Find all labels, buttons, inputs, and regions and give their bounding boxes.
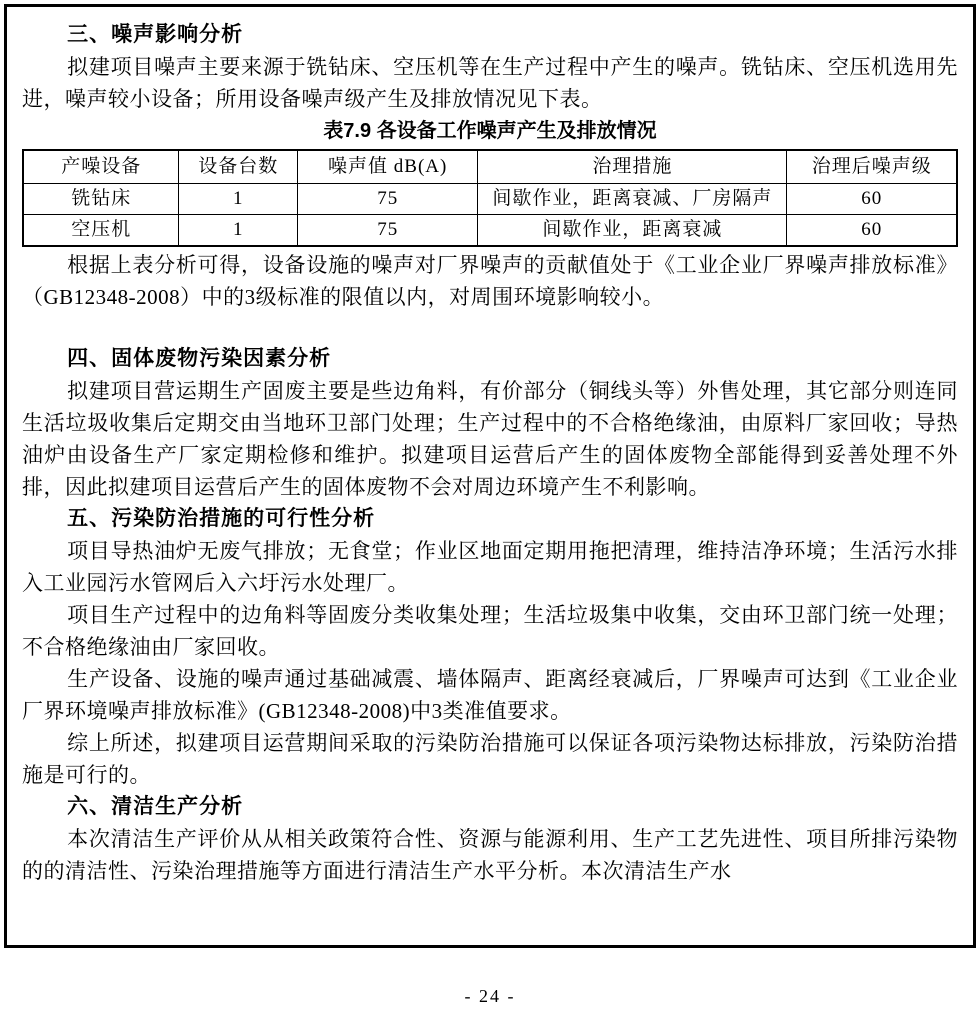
- page-border-frame: [4, 4, 976, 948]
- header-cell-after-level: 治理后噪声级: [787, 150, 957, 184]
- clean-production-paragraph: 本次清洁生产评价从从相关政策符合性、资源与能源利用、生产工艺先进性、项目所排污染物的的清洁性、污染治理措施等方面进行清洁生产水平分析。本次清洁生产水: [22, 827, 958, 883]
- cell-count: 1: [179, 215, 298, 247]
- cell-after-level: 60: [787, 184, 957, 215]
- cell-count: 1: [179, 184, 298, 215]
- solid-waste-paragraph: 拟建项目营运期生产固废主要是些边角料，有价部分（铜线头等）外售处理，其它部分则连同生活垃圾收集后定期交由当地环卫部门处理；生产过程中的不合格绝缘油，由原料厂家回收；导热油炉由设备生产厂家定期检修和维护。拟建项目运营后产生的固体废物全部能得到妥善处理不外排，因此拟建项目运营后产生的固体废物不会对周边环境产生不利影响。: [22, 379, 958, 499]
- table-header-row: [23, 150, 957, 184]
- section-heading-clean-production: 六、清洁生产分析: [67, 795, 244, 818]
- table-row: [23, 184, 957, 215]
- cell-device: 空压机: [23, 215, 179, 247]
- noise-intro-paragraph: 拟建项目噪声主要来源于铣钻床、空压机等在生产过程中产生的噪声。铣钻床、空压机选用先进，噪声较小设备；所用设备噪声级产生及排放情况见下表。: [22, 55, 958, 111]
- page-number: - 24 -: [464, 986, 516, 1006]
- pollution-control-paragraph-1: 项目导热油炉无废气排放；无食堂；作业区地面定期用拖把清理，维持洁净环境；生活污水排入工业园污水管网后入六圩污水处理厂。: [22, 539, 958, 595]
- pollution-control-paragraph-3: 生产设备、设施的噪声通过基础减震、墙体隔声、距离经衰减后，厂界噪声可达到《工业企业厂界环境噪声排放标准》(GB12348-2008)中3类准值要求。: [22, 667, 958, 723]
- cell-measures: 间歇作业，距离衰减: [478, 215, 787, 247]
- blank-line-spacer: [22, 313, 958, 343]
- section-heading-noise: 三、噪声影响分析: [67, 23, 244, 46]
- cell-after-level: 60: [787, 215, 957, 247]
- header-cell-measures: 治理措施: [478, 150, 787, 184]
- cell-noise-level: 75: [298, 215, 478, 247]
- noise-table-caption: 表7.9 各设备工作噪声产生及排放情况: [323, 120, 657, 142]
- table-row: [23, 215, 957, 247]
- header-cell-noise-level: 噪声值 dB(A): [298, 150, 478, 184]
- header-cell-device: 产噪设备: [23, 150, 179, 184]
- header-cell-count: 设备台数: [179, 150, 298, 184]
- pollution-control-paragraph-4: 综上所述，拟建项目运营期间采取的污染防治措施可以保证各项污染物达标排放，污染防治措施是可行的。: [22, 731, 958, 787]
- cell-measures: 间歇作业，距离衰减、厂房隔声: [478, 184, 787, 215]
- noise-conclusion-paragraph: 根据上表分析可得，设备设施的噪声对厂界噪声的贡献值处于《工业企业厂界噪声排放标准》（GB12348-2008）中的3级标准的限值以内，对周围环境影响较小。: [22, 253, 958, 309]
- cell-device: 铣钻床: [23, 184, 179, 215]
- section-heading-pollution-control: 五、污染防治措施的可行性分析: [67, 507, 376, 530]
- noise-emission-table: [22, 149, 958, 247]
- pollution-control-paragraph-2: 项目生产过程中的边角料等固废分类收集处理；生活垃圾集中收集，交由环卫部门统一处理；不合格绝缘油由厂家回收。: [22, 603, 958, 659]
- cell-noise-level: 75: [298, 184, 478, 215]
- section-heading-solid-waste: 四、固体废物污染因素分析: [67, 347, 332, 370]
